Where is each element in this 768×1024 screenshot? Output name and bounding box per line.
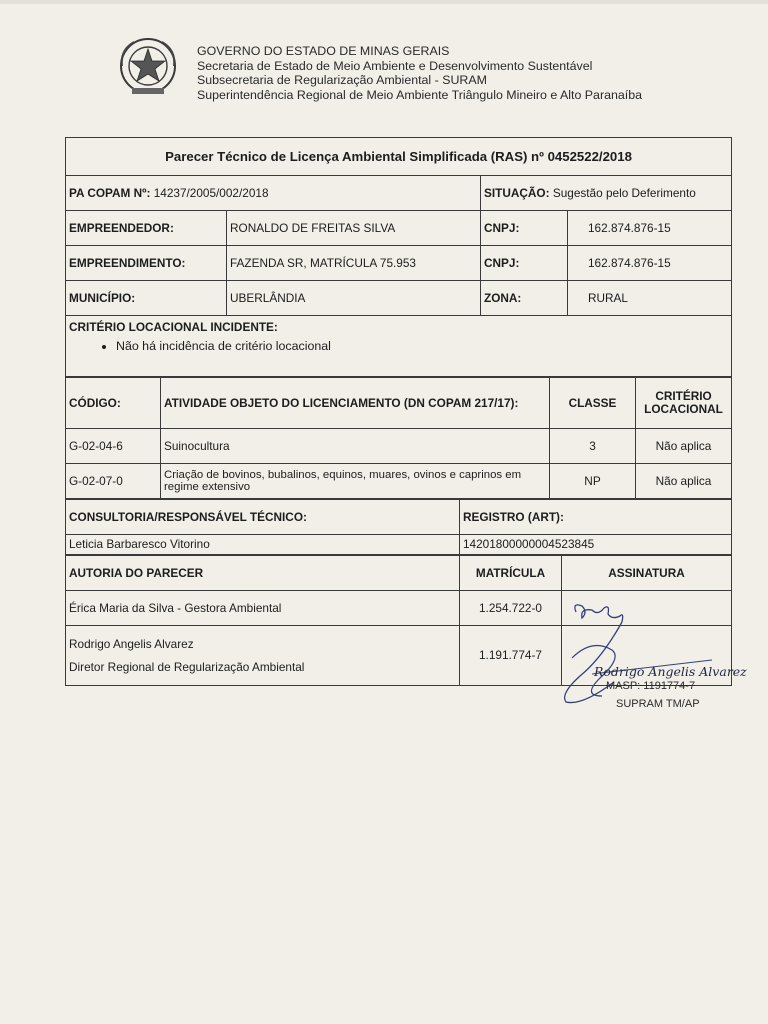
signature-stamp-unit: SUPRAM TM/AP [616,698,700,710]
pa-copam-label: PA COPAM Nº: [69,185,151,200]
empreendedor-value: RONALDO DE FREITAS SILVA [227,211,481,246]
consultoria-label: CONSULTORIA/RESPONSÁVEL TÉCNICO: [66,500,460,535]
empreendimento-value: FAZENDA SR, MATRÍCULA 75.953 [227,246,481,281]
criterio-locacional-header: CRITÉRIO LOCACIONAL [636,378,732,429]
codigo-header: CÓDIGO: [66,378,161,429]
pa-copam-value: 14237/2005/002/2018 [153,185,269,200]
letterhead [114,36,734,106]
minas-gerais-coat-of-arms-icon [114,36,182,98]
municipio-label: MUNICÍPIO: [66,281,227,316]
situacao-value: Sugestão pelo Deferimento [552,185,696,200]
paper-top-edge [0,0,768,4]
author-1: Érica Maria da Silva - Gestora Ambiental [66,591,460,626]
cnpj-label-2: CNPJ: [481,246,568,281]
zona-label: ZONA: [481,281,568,316]
activities-table [65,377,732,499]
criterio-section [66,316,732,377]
codigo-cell: G-02-04-6 [66,429,161,464]
header-line-subsecretaria: Subsecretaria de Regularização Ambiental - SURAM [197,73,487,88]
registro-label: REGISTRO (ART): [460,500,732,535]
signature-stamp-masp: MASP: 1191774-7 [606,680,696,692]
classe-header: CLASSE [550,378,636,429]
assinatura-label: ASSINATURA [562,556,732,591]
situacao-label: SITUAÇÃO: [484,185,550,200]
matricula-label: MATRÍCULA [460,556,562,591]
cnpj-label-1: CNPJ: [481,211,568,246]
matricula-1: 1.254.722-0 [460,591,562,626]
criterio-item: • Não há incidência de critério locacional [116,340,728,353]
atividade-cell: Suinocultura [161,429,550,464]
criterio-cell: Não aplica [636,429,732,464]
header-line-superintendencia: Superintendência Regional de Meio Ambiente Triângulo Mineiro e Alto Paranaíba [197,87,642,102]
signature-stamp-name: Rodrigo Angelis Alvarez [594,664,747,679]
municipio-value: UBERLÂNDIA [227,281,481,316]
classe-cell: 3 [550,429,636,464]
criterio-label: CRITÉRIO LOCACIONAL INCIDENTE: [69,320,278,334]
header-line-secretaria: Secretaria de Estado de Meio Ambiente e Desenvolvimento Sustentável [197,58,593,73]
header-line-government: GOVERNO DO ESTADO DE MINAS GERAIS [197,44,450,58]
form-table-main [65,137,732,377]
atividade-header: ATIVIDADE OBJETO DO LICENCIAMENTO (DN COPAM 217/17): [161,378,550,429]
author-2-name: Rodrigo Angelis Alvarez [69,636,194,651]
codigo-cell: G-02-07-0 [66,464,161,499]
cnpj-value-2: 162.874.876-15 [568,246,732,281]
consultoria-table [65,499,732,555]
zona-value: RURAL [568,281,732,316]
document-title: Parecer Técnico de Licença Ambiental Simplificada (RAS) nº 0452522/2018 [66,138,732,176]
autoria-label: AUTORIA DO PARECER [66,556,460,591]
table-row [66,464,732,499]
registro-value: 14201800000004523845 [460,535,732,555]
empreendedor-label: EMPREENDEDOR: [66,211,227,246]
cnpj-value-1: 162.874.876-15 [568,211,732,246]
empreendimento-label: EMPREENDIMENTO: [66,246,227,281]
criterio-cell: Não aplica [636,464,732,499]
author-2-role: Diretor Regional de Regularização Ambiental [69,659,305,674]
atividade-cell: Criação de bovinos, bubalinos, equinos, muares, ovinos e caprinos em regime extensivo [161,464,550,499]
consultoria-value: Leticia Barbaresco Vitorino [66,535,460,555]
matricula-2: 1.191.774-7 [460,626,562,686]
table-row [66,429,732,464]
classe-cell: NP [550,464,636,499]
